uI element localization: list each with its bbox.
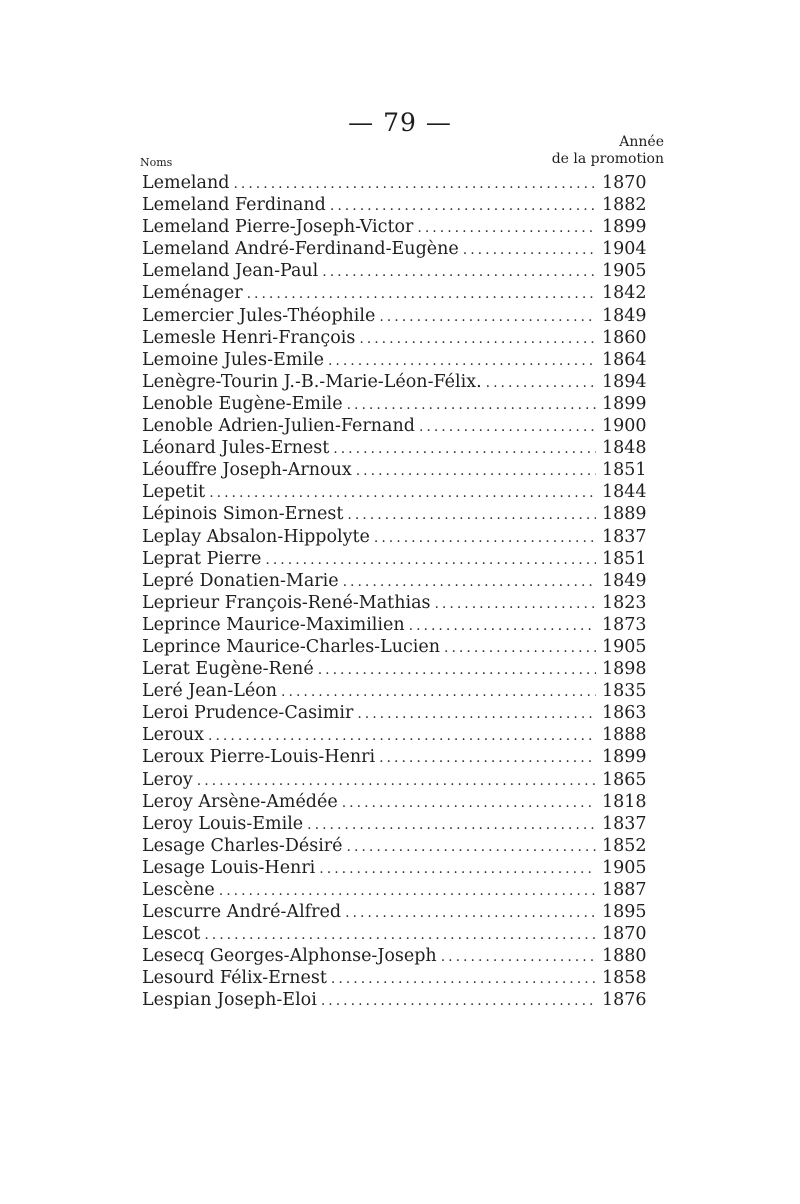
list-item bbox=[142, 967, 664, 989]
dot-leader bbox=[434, 593, 596, 615]
list-item bbox=[142, 658, 664, 680]
entry-year: 1880 bbox=[602, 946, 647, 967]
entry-name: Léonard Jules-Ernest bbox=[142, 438, 330, 459]
entry-name: Lenoble Adrien-Julien-Fernand bbox=[142, 416, 415, 437]
entry-year: 1842 bbox=[602, 283, 647, 304]
entry-name: Lemeland André-Ferdinand-Eugène bbox=[142, 239, 459, 260]
list-item bbox=[142, 835, 664, 857]
entry-name: Leroy bbox=[142, 769, 193, 790]
dot-leader bbox=[331, 968, 596, 990]
list-item bbox=[142, 724, 664, 746]
entry-name: Lenègre-Tourin J.-B.-Marie-Léon-Félix. bbox=[142, 371, 482, 392]
dot-leader bbox=[322, 261, 596, 283]
entry-year: 1898 bbox=[602, 659, 647, 680]
dot-leader bbox=[281, 681, 596, 703]
entry-name: Leroy Louis-Emile bbox=[142, 813, 304, 834]
list-item bbox=[142, 503, 664, 525]
list-item bbox=[142, 989, 664, 1011]
entry-year: 1851 bbox=[602, 460, 647, 481]
list-item bbox=[142, 702, 664, 724]
dot-leader bbox=[417, 217, 596, 239]
entry-name: Lenoble Eugène-Emile bbox=[142, 393, 343, 414]
entry-year: 1882 bbox=[602, 195, 647, 216]
entry-name: Léouffre Joseph-Arnoux bbox=[142, 460, 352, 481]
list-item bbox=[142, 879, 664, 901]
dot-leader bbox=[356, 460, 596, 482]
column-header-year-line2: de la promotion bbox=[551, 151, 664, 167]
entry-name: Leprince Maurice-Maximilien bbox=[142, 614, 405, 635]
list-item bbox=[142, 570, 664, 592]
entry-name: Lemeland Jean-Paul bbox=[142, 261, 319, 282]
dot-leader bbox=[409, 615, 596, 637]
dot-leader bbox=[197, 770, 596, 792]
entry-year: 1848 bbox=[602, 438, 647, 459]
entry-year: 1851 bbox=[602, 548, 647, 569]
list-item bbox=[142, 636, 664, 658]
page-number: — 79 — bbox=[348, 108, 452, 137]
list-item bbox=[142, 172, 664, 194]
list-item bbox=[142, 437, 664, 459]
list-item bbox=[142, 371, 664, 393]
entry-year: 1837 bbox=[602, 526, 647, 547]
dot-leader bbox=[318, 659, 596, 681]
entry-year: 1844 bbox=[602, 482, 647, 503]
entry-name: Lemesle Henri-François bbox=[142, 327, 356, 348]
dot-leader bbox=[444, 637, 596, 659]
entry-name: Leroux bbox=[142, 725, 205, 746]
entry-year: 1873 bbox=[602, 614, 647, 635]
dot-leader bbox=[379, 747, 596, 769]
list-item bbox=[142, 481, 664, 503]
entry-year: 1863 bbox=[602, 703, 647, 724]
dot-leader bbox=[233, 173, 596, 195]
entry-name: Leplay Absalon-Hippolyte bbox=[142, 526, 370, 547]
dot-leader bbox=[330, 195, 596, 217]
entry-year: 1895 bbox=[602, 902, 647, 923]
list-item bbox=[142, 548, 664, 570]
entry-name: Lemeland Ferdinand bbox=[142, 195, 326, 216]
entry-name: Leprieur François-René-Mathias bbox=[142, 592, 431, 613]
entry-year: 1837 bbox=[602, 813, 647, 834]
entry-name: Lemeland bbox=[142, 173, 230, 193]
entry-name: Lescurre André-Alfred bbox=[142, 902, 342, 923]
list-item bbox=[142, 393, 664, 415]
entry-name: Lescène bbox=[142, 880, 215, 900]
entry-name: Lescot bbox=[142, 924, 201, 945]
list-item bbox=[142, 680, 664, 702]
entry-year: 1865 bbox=[602, 769, 647, 790]
dot-leader bbox=[357, 703, 596, 725]
entry-year: 1818 bbox=[602, 791, 647, 812]
list-item bbox=[142, 238, 664, 260]
list-item bbox=[142, 282, 664, 304]
list-item bbox=[142, 813, 664, 835]
entry-year: 1876 bbox=[602, 990, 647, 1011]
list-item bbox=[142, 415, 664, 437]
entry-name: Leroux Pierre-Louis-Henri bbox=[142, 747, 376, 768]
entry-name: Lepré Donatien-Marie bbox=[142, 570, 339, 591]
dot-leader bbox=[347, 504, 596, 526]
entry-year: 1887 bbox=[602, 880, 647, 900]
entry-year: 1889 bbox=[602, 504, 647, 525]
entry-list bbox=[142, 172, 664, 1012]
entry-year: 1888 bbox=[602, 725, 647, 746]
dot-leader bbox=[247, 283, 596, 305]
list-item bbox=[142, 857, 664, 879]
list-item bbox=[142, 526, 664, 548]
list-item bbox=[142, 769, 664, 791]
dot-leader bbox=[347, 394, 596, 416]
dot-leader bbox=[441, 946, 596, 968]
list-item bbox=[142, 327, 664, 349]
list-item bbox=[142, 746, 664, 768]
entry-year: 1823 bbox=[602, 592, 647, 613]
entry-name: Leménager bbox=[142, 283, 243, 304]
dot-leader bbox=[347, 836, 596, 858]
dot-leader bbox=[209, 482, 596, 504]
dot-leader bbox=[359, 328, 596, 350]
dot-leader bbox=[219, 880, 596, 902]
entry-name: Leprat Pierre bbox=[142, 548, 262, 569]
entry-year: 1899 bbox=[602, 217, 647, 238]
list-item bbox=[142, 592, 664, 614]
list-item bbox=[142, 194, 664, 216]
list-item bbox=[142, 216, 664, 238]
entry-name: Leré Jean-Léon bbox=[142, 681, 278, 702]
entry-year: 1835 bbox=[602, 681, 647, 702]
dot-leader bbox=[333, 438, 596, 460]
entry-year: 1858 bbox=[602, 968, 647, 989]
entry-name: Leroy Arsène-Amédée bbox=[142, 791, 338, 812]
entry-name: Lemoine Jules-Emile bbox=[142, 349, 324, 370]
entry-name: Lesage Charles-Désiré bbox=[142, 835, 343, 856]
entry-name: Lespian Joseph-Eloi bbox=[142, 990, 317, 1011]
entry-year: 1852 bbox=[602, 835, 647, 856]
entry-name: Lesecq Georges-Alphonse-Joseph bbox=[142, 946, 437, 967]
entry-year: 1860 bbox=[602, 327, 647, 348]
dot-leader bbox=[486, 372, 596, 394]
list-item bbox=[142, 305, 664, 327]
list-item bbox=[142, 260, 664, 282]
list-item bbox=[142, 349, 664, 371]
dot-leader bbox=[265, 549, 596, 571]
entry-name: Lepetit bbox=[142, 482, 206, 503]
list-item bbox=[142, 923, 664, 945]
dot-leader bbox=[208, 725, 596, 747]
list-item bbox=[142, 945, 664, 967]
entry-year: 1864 bbox=[602, 349, 647, 370]
list-item bbox=[142, 901, 664, 923]
entry-year: 1900 bbox=[602, 416, 647, 437]
dot-leader bbox=[345, 902, 596, 924]
entry-year: 1904 bbox=[602, 239, 647, 260]
entry-name: Lerat Eugène-René bbox=[142, 659, 314, 680]
dot-leader bbox=[419, 416, 596, 438]
entry-name: Lépinois Simon-Ernest bbox=[142, 504, 344, 525]
entry-year: 1894 bbox=[602, 371, 647, 392]
entry-name: Lemeland Pierre-Joseph-Victor bbox=[142, 217, 414, 238]
entry-name: Lemercier Jules-Théophile bbox=[142, 305, 376, 326]
dot-leader bbox=[204, 924, 596, 946]
column-header-year bbox=[524, 134, 664, 168]
dot-leader bbox=[374, 527, 596, 549]
entry-year: 1905 bbox=[602, 857, 647, 878]
entry-name: Leroi Prudence-Casimir bbox=[142, 703, 354, 724]
entry-year: 1905 bbox=[602, 636, 647, 657]
entry-year: 1849 bbox=[602, 570, 647, 591]
entry-name: Lesage Louis-Henri bbox=[142, 857, 316, 878]
dot-leader bbox=[343, 571, 596, 593]
dot-leader bbox=[342, 792, 596, 814]
dot-leader bbox=[328, 350, 596, 372]
list-item bbox=[142, 459, 664, 481]
entry-year: 1905 bbox=[602, 261, 647, 282]
entry-year: 1870 bbox=[602, 173, 647, 193]
list-item bbox=[142, 791, 664, 813]
dot-leader bbox=[379, 306, 596, 328]
entry-year: 1899 bbox=[602, 393, 647, 414]
column-header-names: Noms bbox=[140, 156, 173, 169]
entry-year: 1870 bbox=[602, 924, 647, 945]
entry-year: 1899 bbox=[602, 747, 647, 768]
list-item bbox=[142, 614, 664, 636]
dot-leader bbox=[307, 814, 596, 836]
dot-leader bbox=[319, 858, 596, 880]
entry-year: 1849 bbox=[602, 305, 647, 326]
column-header-year-line1: Année bbox=[619, 134, 664, 150]
entry-name: Leprince Maurice-Charles-Lucien bbox=[142, 636, 441, 657]
dot-leader bbox=[321, 990, 596, 1012]
dot-leader bbox=[463, 239, 596, 261]
entry-name: Lesourd Félix-Ernest bbox=[142, 968, 327, 989]
